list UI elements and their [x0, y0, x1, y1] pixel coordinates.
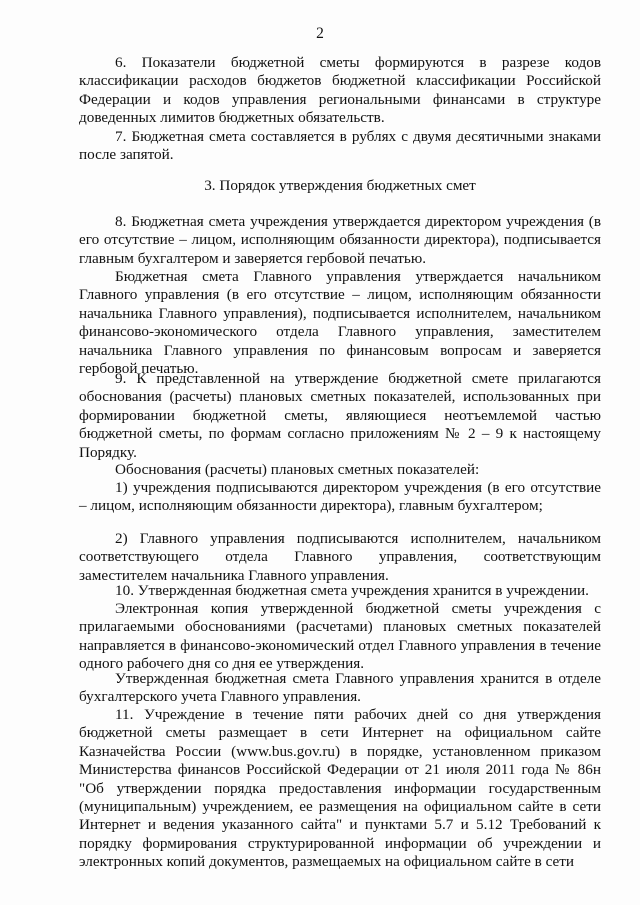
paragraph-electronic-copy: Электронная копия утвержденной бюджетной сметы учреждения с прилагаемыми обоснованиями (расчетами) плановых сметных показателей направляется в финансово-экономический отдел Главного управления в течение одного рабочего дня со дня ее утверждения.: [79, 600, 601, 673]
paragraph-11: 11. Учреждение в течение пяти рабочих дней со дня утверждения бюджетной сметы размещает в сети Интернет на официальном сайте Казначейства России (www.bus.gov.ru) в порядке, установленном приказом Министерства финансов Российской Федерации от 21 июля 2011 года № 86н "Об утверждении порядка предоставления информации государственным (муниципальным) учреждением, ее размещения на официальном сайте в сети Интернет и ведения указанного сайта" и пунктами 5.7 и 5.12 Требований к порядку формирования структурированной информации об учреждении и электронных копий документов, размещаемых на официальном сайте в сети: [79, 706, 601, 871]
section-heading: 3. Порядок утверждения бюджетных смет: [204, 177, 476, 194]
paragraph-6: 6. Показатели бюджетной сметы формируются в разрезе кодов классификации расходов бюджетов бюджетной классификации Российской Федерации и кодов управления региональными финансами в структуре доведенных лимитов бюджетных обязательств.: [79, 54, 601, 127]
paragraph-storage: Утвержденная бюджетная смета Главного управления хранится в отделе бухгалтерского учета Главного управления.: [79, 670, 601, 706]
paragraph-8-main-office: Бюджетная смета Главного управления утверждается начальником Главного управления (в его отсутствие – лицом, исполняющим обязанности начальника Главного управления), подписывается исполнителем, начальником финансово-экономического отдела Главного управления, заместителем начальника Главного управления по финансовым вопросам и заверяется гербовой печатью.: [79, 268, 601, 378]
paragraph-8: 8. Бюджетная смета учреждения утверждается директором учреждения (в его отсутствие – лицом, исполняющим обязанности директора), подписывается главным бухгалтером и заверяется гербовой печатью.: [79, 213, 601, 267]
list-item-2: 2) Главного управления подписываются исполнителем, начальником соответствующего отдела Главного управления, соответствующим заместителем начальника Главного управления.: [79, 530, 601, 584]
paragraph-7: 7. Бюджетная смета составляется в рублях с двумя десятичными знаками после запятой.: [79, 128, 601, 164]
paragraph-justifications: Обоснования (расчеты) плановых сметных показателей:: [115, 461, 480, 478]
paragraph-9: 9. К представленной на утверждение бюджетной смете прилагаются обоснования (расчеты) плановых сметных показателей, использованных при формировании бюджетной сметы, являющиеся неотъемлемой частью бюджетной сметы, по формам согласно приложениям № 2 – 9 к настоящему Порядку.: [79, 370, 601, 461]
page-number: 2: [316, 25, 324, 42]
paragraph-10: 10. Утвержденная бюджетная смета учреждения хранится в учреждении.: [115, 582, 589, 599]
list-item-1: 1) учреждения подписываются директором учреждения (в его отсутствие – лицом, исполняющим обязанности директора), главным бухгалтером;: [79, 479, 601, 515]
